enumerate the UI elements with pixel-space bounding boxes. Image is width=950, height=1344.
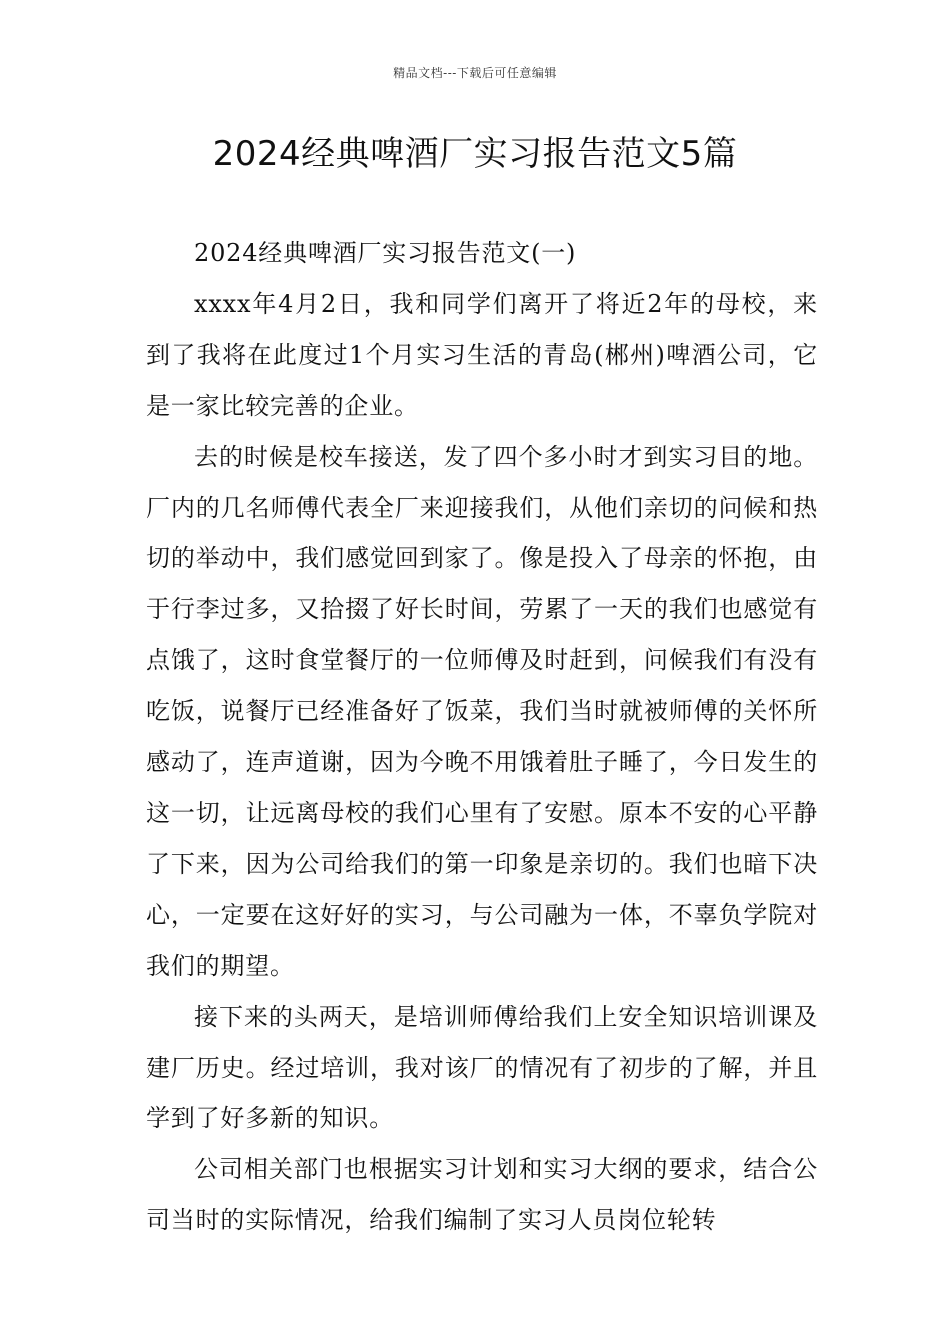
paragraph: 接下来的头两天，是培训师傅给我们上安全知识培训课及建厂历史。经过培训，我对该厂的情况有了初步的了解，并且学到了好多新的知识。 [146, 1002, 818, 1133]
paragraph: 去的时候是校车接送，发了四个多小时才到实习目的地。厂内的几名师傅代表全厂来迎接我们，从他们亲切的问候和热切的举动中，我们感觉回到家了。像是投入了母亲的怀抱，由于行李过多，又拾掇了好长时间，劳累了一天的我们也感觉有点饿了，这时食堂餐厅的一位师傅及时赶到，问候我们有没有吃饭，说餐厅已经准备好了饭菜，我们当时就被师傅的关怀所感动了，连声道谢，因为今晚不用饿着肚子睡了，今日发生的这一切，让远离母校的我们心里有了安慰。原本不安的心平静了下来，因为公司给我们的第一印象是亲切的。我们也暗下决心，一定要在这好好的实习，与公司融为一体，不辜负学院对我们的期望。 [146, 442, 818, 980]
paragraph: 公司相关部门也根据实习计划和实习大纲的要求，结合公司当时的实际情况，给我们编制了实习人员岗位轮转 [146, 1155, 818, 1235]
document-body [146, 228, 818, 1246]
paragraph: xxxx年4月2日，我和同学们离开了将近2年的母校，来到了我将在此度过1个月实习生活的青岛(郴州)啤酒公司，它是一家比较完善的企业。 [146, 289, 818, 420]
page-header-note: 精品文档---下载后可任意编辑 [393, 66, 557, 80]
document-title: 2024经典啤酒厂实习报告范文5篇 [212, 134, 738, 174]
section-heading: 2024经典啤酒厂实习报告范文(一) [194, 239, 577, 267]
